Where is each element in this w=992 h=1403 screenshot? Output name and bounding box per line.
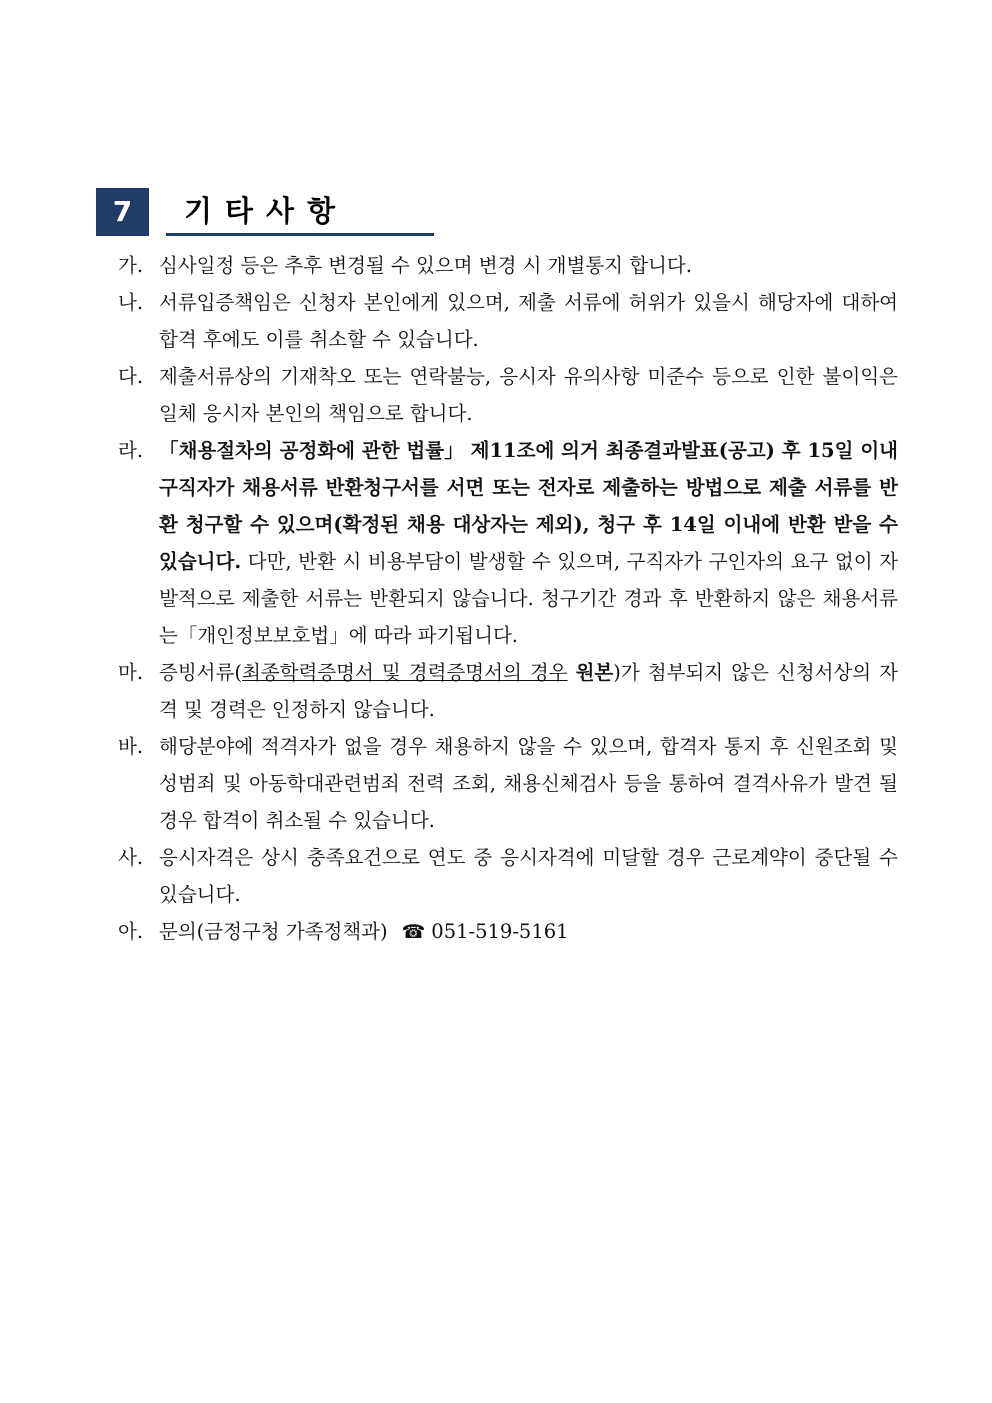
section-header: [96, 188, 436, 236]
item-marker: 마.: [118, 661, 144, 684]
item-text: 응시자격은 상시 충족요건으로 연도 중 응시자격에 미달할 경우 근로계약이 중단될 수 있습니다.: [159, 846, 898, 906]
list-item: [118, 358, 898, 432]
list-item: [118, 284, 898, 358]
telephone-icon: ☎: [401, 921, 426, 943]
item-marker: 라.: [118, 439, 144, 462]
item-underlined-text: 최종학력증명서 및 경력증명서의 경우: [241, 661, 568, 684]
item-text: 심사일정 등은 추후 변경될 수 있으며 변경 시 개별통지 합니다.: [159, 254, 692, 277]
item-space: [568, 661, 576, 684]
item-marker: 다.: [118, 365, 144, 388]
item-text: 해당분야에 적격자가 없을 경우 채용하지 않을 수 있으며, 합격자 통지 후 신원조회 및 성범죄 및 아동학대관련범죄 전력 조회, 채용신체검사 등을 통하여 결격사유가 발견 될 경우 합격이 취소될 수 있습니다.: [159, 735, 898, 832]
item-marker: 가.: [118, 254, 144, 277]
list-item: [118, 247, 898, 284]
list-item: [118, 654, 898, 728]
list-item: [118, 728, 898, 839]
item-marker: 아.: [118, 920, 144, 943]
item-text-before: 증빙서류(: [159, 661, 242, 684]
phone-number: 051-519-5161: [431, 920, 569, 943]
list-item: [118, 839, 898, 913]
item-text: 문의(금정구청 가족정책과): [159, 920, 388, 943]
item-text: 서류입증책임은 신청자 본인에게 있으며, 제출 서류에 허위가 있을시 해당자에 대하여 합격 후에도 이를 취소할 수 있습니다.: [159, 291, 898, 351]
item-text: 다만, 반환 시 비용부담이 발생할 수 있으며, 구직자가 구인자의 요구 없이 자발적으로 제출한 서류는 반환되지 않습니다. 청구기간 경과 후 반환하지 않은 채용서류는「개인정보보호법」에 따라 파기됩니다.: [159, 550, 898, 647]
notice-list: [118, 247, 898, 951]
list-item: [118, 913, 898, 951]
item-bold-text: 「채용절차의 공정화에 관한 법률」 제11조에 의거 최종결과발표(공고) 후 15일 이내 구직자가 채용서류 반환청구서를 서면 또는 전자로 제출하는 방법으로 제출 서류를 반환 청구할 수 있으며(확정된 채용 대상자는 제외), 청구 후 14일 이내에 반환 받을 수 있습니다.: [159, 439, 898, 573]
item-bold-text: 원본: [575, 661, 614, 684]
section-number-badge: 7: [96, 188, 149, 236]
item-marker: 바.: [118, 735, 144, 758]
item-text-after: )가 첨부되지 않은 신청서상의 자격 및 경력은 인정하지 않습니다.: [159, 661, 898, 721]
item-marker: 나.: [118, 291, 144, 314]
list-item: [118, 432, 898, 654]
section-title-underline: [166, 233, 434, 236]
section-title: 기타사항: [184, 194, 349, 228]
item-marker: 사.: [118, 846, 144, 869]
item-text: 제출서류상의 기재착오 또는 연락불능, 응시자 유의사항 미준수 등으로 인한 불이익은 일체 응시자 본인의 책임으로 합니다.: [159, 365, 898, 425]
